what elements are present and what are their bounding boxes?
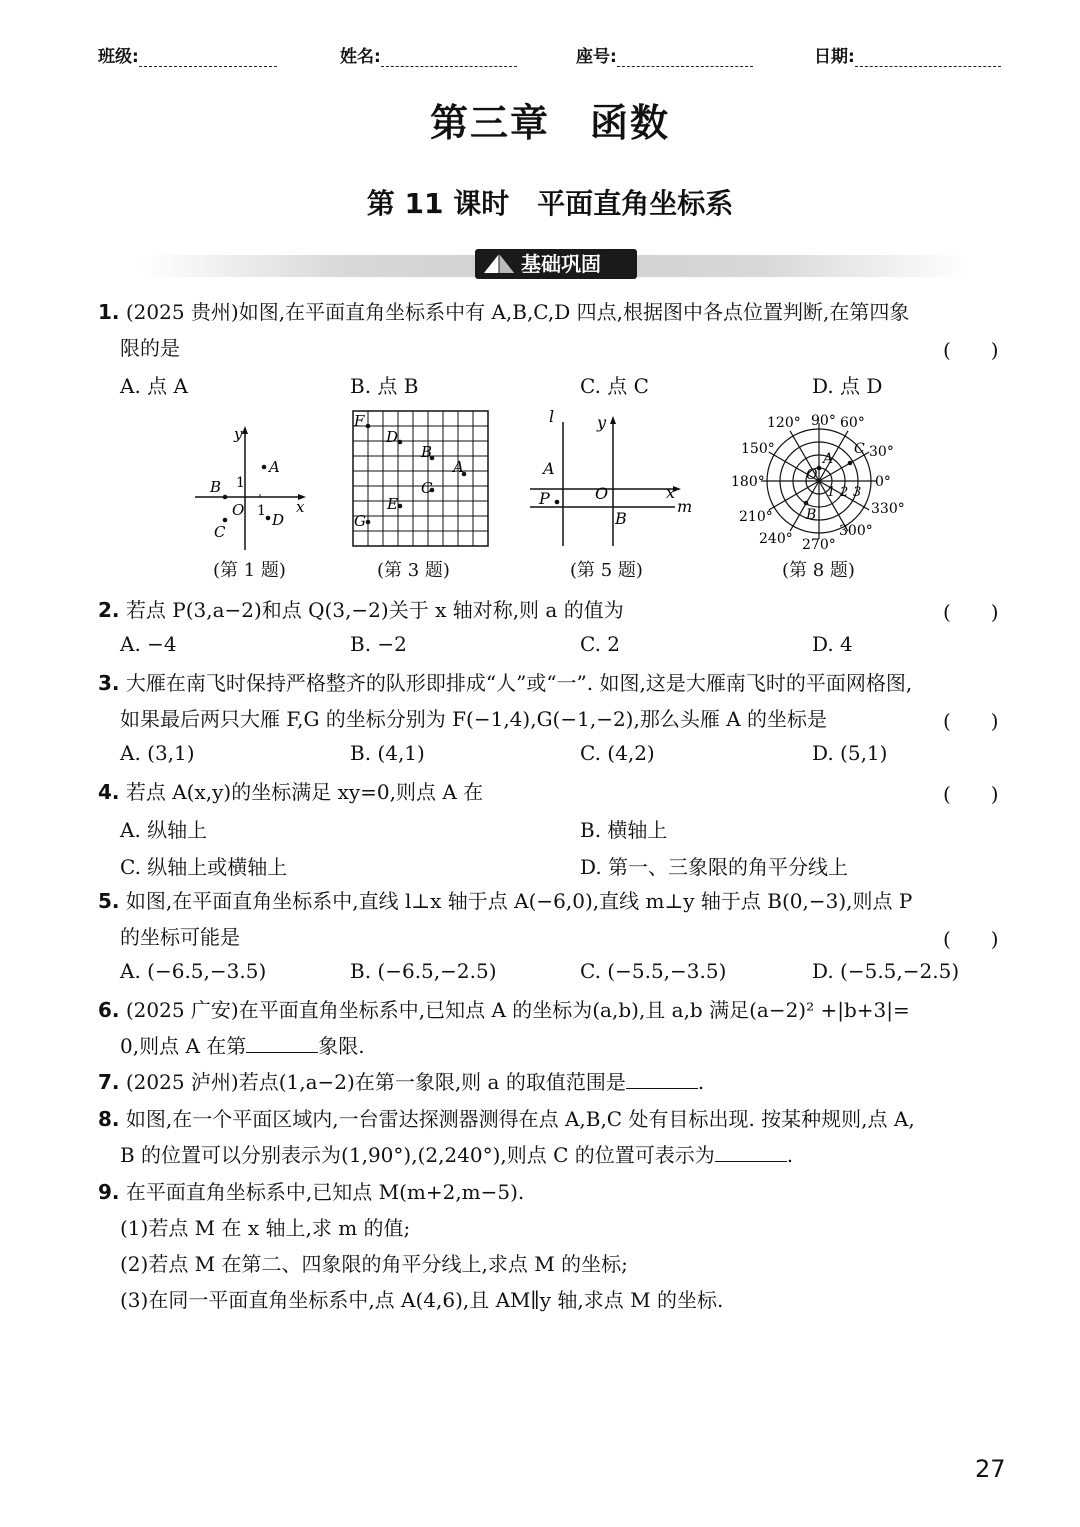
date-blank	[855, 52, 1001, 67]
chapter-title: 第三章 函数	[429, 101, 670, 145]
fig8-label-2: 2	[840, 485, 849, 500]
q1-text1: (2025 贵州)如图,在平面直角坐标系中有 A,B,C,D 四点,根据图中各点位置判断,在第四象	[125, 300, 910, 324]
q9-sub2: (2)若点 M 在第二、四象限的角平分线上,求点 M 的坐标;	[120, 1252, 628, 1276]
fig8-label-150: 150°	[741, 441, 775, 457]
fig8-label-30: 30°	[869, 444, 894, 460]
q8-text2b: .	[786, 1143, 794, 1167]
name-blank	[381, 52, 517, 67]
fig8-label-330: 330°	[871, 501, 905, 517]
seat-label: 座号:	[576, 47, 617, 67]
q7-answer-blank[interactable]	[626, 1070, 698, 1089]
page-number: 27	[975, 1455, 1006, 1483]
q6-number: 6.	[98, 998, 120, 1022]
fig8-label-300: 300°	[839, 523, 873, 539]
fig1-point-d	[266, 516, 271, 521]
fig3-point-g	[366, 520, 371, 525]
q4-option-d: D. 第一、三象限的角平分线上	[580, 855, 849, 879]
q6-line1	[98, 996, 910, 1024]
q3-text1: 大雁在南飞时保持严格整齐的队形即排成“人”或“一”. 如图,这是大雁南飞时的平面网格图,	[125, 671, 913, 695]
fig1-caption: (第 1 题)	[213, 560, 286, 581]
fig8-label-o: O	[806, 467, 818, 483]
fig1-point-a	[262, 465, 267, 470]
class-label: 班级:	[98, 47, 139, 67]
q9-sub1: (1)若点 M 在 x 轴上,求 m 的值;	[120, 1216, 411, 1240]
fig1-label-d: D	[272, 511, 285, 529]
q6-text2b: 象限.	[318, 1034, 365, 1058]
fig5-caption: (第 5 题)	[570, 560, 643, 581]
q9-sub3: (3)在同一平面直角坐标系中,点 A(4,6),且 AM∥y 轴,求点 M 的坐标.	[120, 1288, 724, 1312]
q8-text2a: B 的位置可以分别表示为(1,90°),(2,240°),则点 C 的位置可表示为	[120, 1143, 715, 1167]
q2-line1	[98, 596, 624, 624]
q3-answer-paren: ( )	[943, 709, 999, 733]
fig8-label-a: A	[823, 451, 834, 467]
fig1-label-c: C	[214, 523, 226, 541]
seat-blank	[617, 52, 753, 67]
fig5-label-o: O	[595, 484, 609, 503]
q4-number: 4.	[98, 780, 120, 804]
fig8-label-60: 60°	[840, 415, 865, 431]
q1-line1	[98, 298, 909, 326]
fig8-label-90: 90°	[811, 413, 836, 429]
fig3-label-a: A	[453, 458, 464, 476]
date-field	[814, 42, 1001, 67]
section-band	[140, 252, 970, 277]
q2-option-d: D. 4	[812, 632, 853, 656]
fig5-label-l: l	[549, 407, 555, 426]
fig1-label-a: A	[269, 458, 280, 476]
fig5-label-a: A	[543, 459, 555, 478]
q7-text1b: .	[697, 1070, 705, 1094]
q3-line2: 如果最后两只大雁 F,G 的坐标分别为 F(−1,4),G(−1,−2),那么头雁 A 的坐标是	[120, 707, 827, 731]
q3-line1	[98, 669, 912, 697]
q1-option-b: B. 点 B	[350, 374, 419, 398]
fig1-point-c	[223, 518, 228, 523]
q5-text1: 如图,在平面直角坐标系中,直线 l⊥x 轴于点 A(−6,0),直线 m⊥y 轴于点 B(0,−3),则点 P	[125, 889, 913, 913]
fig1-label-y: y	[234, 425, 243, 443]
fig5-label-m: m	[677, 497, 693, 516]
seat-field	[576, 42, 753, 67]
fig8-label-0: 0°	[875, 474, 891, 490]
q5-line2: 的坐标可能是	[120, 925, 240, 949]
fig1-label-o: O	[232, 501, 245, 519]
fig8-label-210: 210°	[739, 509, 773, 525]
q3-number: 3.	[98, 671, 120, 695]
fig5-label-y: y	[597, 413, 607, 432]
fig1-point-b	[223, 495, 228, 500]
q6-answer-blank[interactable]	[246, 1034, 318, 1053]
q4-line1	[98, 778, 483, 806]
q1-option-a: A. 点 A	[120, 374, 188, 398]
q3-option-d: D. (5,1)	[812, 741, 888, 765]
q8-line1	[98, 1105, 915, 1133]
q5-option-d: D. (−5.5,−2.5)	[812, 959, 960, 983]
fig8-label-1: 1	[827, 485, 836, 500]
fig8-label-b: B	[806, 507, 817, 523]
figure-8	[728, 403, 918, 553]
q7-number: 7.	[98, 1070, 120, 1094]
fig8-caption: (第 8 题)	[782, 560, 855, 581]
figure-1	[190, 420, 320, 555]
fig8-label-120: 120°	[767, 415, 801, 431]
q1-answer-paren: ( )	[943, 338, 999, 362]
q9-line1	[98, 1178, 524, 1206]
fig1-label-1y: 1	[236, 475, 245, 491]
section-tag	[475, 249, 637, 279]
q2-option-a: A. −4	[120, 632, 177, 656]
q2-answer-paren: ( )	[943, 600, 999, 624]
date-label: 日期:	[814, 47, 855, 67]
q5-option-b: B. (−6.5,−2.5)	[350, 959, 497, 983]
q3-option-b: B. (4,1)	[350, 741, 425, 765]
fig8-label-270: 270°	[802, 537, 836, 553]
fig1-label-b: B	[210, 478, 222, 496]
fig3-label-g: G	[354, 512, 366, 530]
fig3-label-c: C	[421, 479, 433, 497]
fig8-label-3: 3	[853, 485, 862, 500]
lesson-title: 第 11 课时 平面直角坐标系	[366, 187, 734, 220]
fig8-point-c	[848, 461, 853, 466]
q1-number: 1.	[98, 300, 120, 324]
q4-answer-paren: ( )	[943, 782, 999, 806]
fig3-label-f: F	[354, 412, 365, 430]
fig3-point-e	[398, 504, 403, 509]
fig1-label-x: x	[296, 498, 305, 516]
fig5-point-p	[555, 500, 560, 505]
q4-option-c: C. 纵轴上或横轴上	[120, 855, 288, 879]
fig3-label-b: B	[421, 443, 433, 461]
q5-option-a: A. (−6.5,−3.5)	[120, 959, 267, 983]
fig8-label-180: 180°	[731, 474, 765, 490]
name-label: 姓名:	[340, 47, 381, 67]
name-field	[340, 42, 517, 67]
fig8-point-b	[804, 501, 809, 506]
q3-option-c: C. (4,2)	[580, 741, 655, 765]
q9-text1: 在平面直角坐标系中,已知点 M(m+2,m−5).	[125, 1180, 525, 1204]
figure-5	[525, 404, 705, 549]
fig5-label-b: B	[615, 509, 627, 528]
q2-option-c: C. 2	[580, 632, 621, 656]
fig3-point-f	[366, 424, 371, 429]
q7-text1a: (2025 泸州)若点(1,a−2)在第一象限,则 a 的取值范围是	[125, 1070, 626, 1094]
q5-option-c: C. (−5.5,−3.5)	[580, 959, 727, 983]
q6-text1: (2025 广安)在平面直角坐标系中,已知点 A 的坐标为(a,b),且 a,b 满足(a−2)² +|b+3|=	[125, 998, 910, 1022]
q2-text1: 若点 P(3,a−2)和点 Q(3,−2)关于 x 轴对称,则 a 的值为	[125, 598, 624, 622]
fig1-label-1x: 1	[257, 503, 266, 519]
q8-number: 8.	[98, 1107, 120, 1131]
fig3-label-d: D	[386, 428, 399, 446]
q2-number: 2.	[98, 598, 120, 622]
fig3-point-d	[398, 440, 403, 445]
section-tag-label: 基础巩固	[521, 252, 601, 276]
q5-number: 5.	[98, 889, 120, 913]
q1-option-c: C. 点 C	[580, 374, 649, 398]
q6-line2	[120, 1032, 365, 1060]
q4-option-b: B. 横轴上	[580, 818, 668, 842]
q1-line2: 限的是	[120, 336, 180, 360]
pyramid-icon	[483, 253, 515, 275]
q8-text1: 如图,在一个平面区域内,一台雷达探测器测得在点 A,B,C 处有目标出现. 按某种规则,点 A,	[125, 1107, 915, 1131]
fig5-label-x: x	[666, 483, 676, 502]
q3-option-a: A. (3,1)	[120, 741, 195, 765]
fig8-label-240: 240°	[759, 531, 793, 547]
q8-line2	[120, 1141, 793, 1169]
q2-option-b: B. −2	[350, 632, 407, 656]
q4-option-a: A. 纵轴上	[120, 818, 208, 842]
class-field	[98, 42, 277, 67]
fig3-caption: (第 3 题)	[377, 560, 450, 581]
q1-option-d: D. 点 D	[812, 374, 883, 398]
class-blank	[139, 52, 277, 67]
figure-3	[350, 408, 492, 550]
q5-line1	[98, 887, 912, 915]
fig1-y-arrow	[242, 426, 248, 434]
fig3-label-e: E	[387, 495, 398, 513]
q6-text2a: 0,则点 A 在第	[120, 1034, 247, 1058]
q5-answer-paren: ( )	[943, 927, 999, 951]
q9-number: 9.	[98, 1180, 120, 1204]
q4-text1: 若点 A(x,y)的坐标满足 xy=0,则点 A 在	[125, 780, 484, 804]
fig5-label-p: P	[539, 489, 550, 508]
q8-answer-blank[interactable]	[715, 1143, 787, 1162]
q7-line1	[98, 1068, 704, 1096]
fig8-label-c: C	[854, 441, 865, 457]
